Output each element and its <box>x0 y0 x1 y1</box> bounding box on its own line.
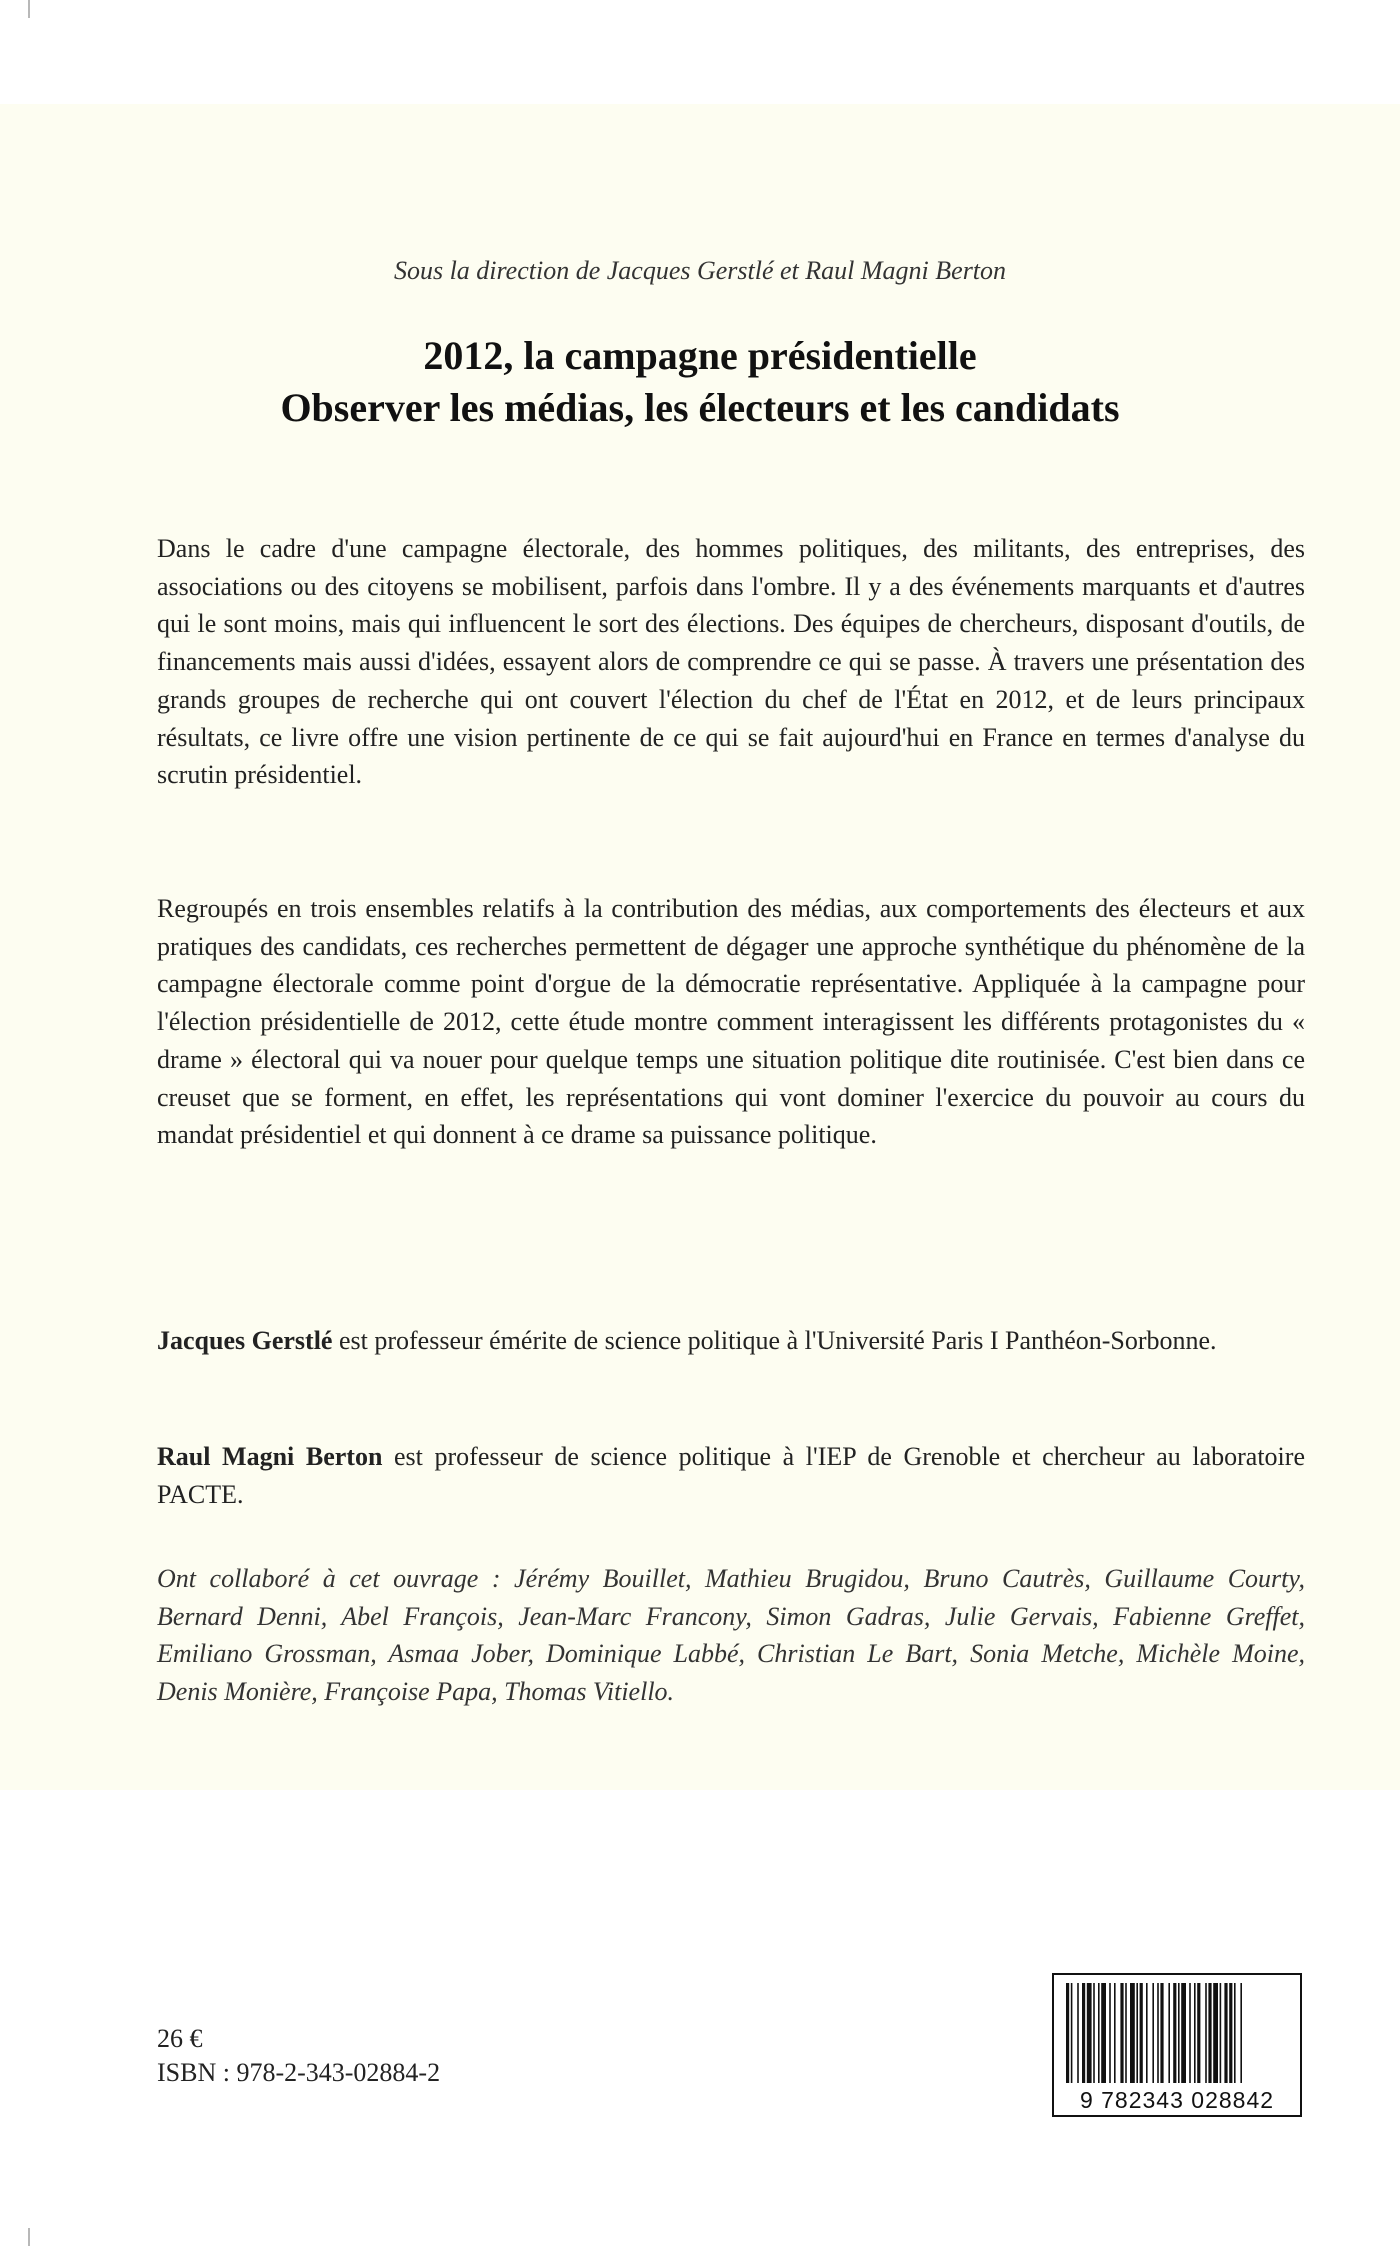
barcode-bar <box>1109 1983 1111 2083</box>
author-bio-2 <box>157 1438 1305 1513</box>
barcode-bar <box>1213 1983 1218 2083</box>
author-bio-1 <box>157 1322 1305 1360</box>
barcode-bar <box>1071 1983 1073 2083</box>
crop-mark-top <box>28 0 30 18</box>
barcode-bar <box>1240 1983 1242 2083</box>
barcode-bar <box>1066 1983 1069 2083</box>
title-line-2: Observer les médias, les électeurs et les candidats <box>280 385 1120 430</box>
barcode-bar <box>1136 1983 1138 2083</box>
barcode-bar <box>1130 1983 1135 2083</box>
author-bio-text-2: est professeur de science politique à l'IEP de Grenoble et chercheur au laboratoire PACTE. <box>157 1442 1305 1509</box>
barcode-bar <box>1125 1983 1127 2083</box>
barcode-bar <box>1152 1983 1154 2083</box>
editors-line: Sous la direction de Jacques Gerstlé et Raul Magni Berton <box>393 256 1007 285</box>
barcode-bar <box>1168 1983 1170 2083</box>
barcode-bar <box>1197 1983 1200 2083</box>
contributors-list: Ont collaboré à cet ouvrage : Jérémy Bouillet, Mathieu Brugidou, Bruno Cautrès, Guillaume Courty, Bernard Denni, Abel François, Jean-Marc Francony, Simon Gadras, Julie Gervais, Fabienne Greffet, Emiliano Grossman, Asmaa Jober, Dominique Labbé, Christian Le Bart, Sonia Metche, Michèle Moine, Denis Monière, Françoise Papa, Thomas Vitiello. <box>157 1564 1305 1707</box>
book-title <box>0 330 1400 434</box>
barcode-bar <box>1181 1983 1186 2083</box>
barcode-bar <box>1114 1983 1116 2083</box>
summary-paragraph-1: Dans le cadre d'une campagne électorale, des hommes politiques, des militants, des entreprises, des associations ou des citoyens se mobilisent, parfois dans l'ombre. Il y a des événements marquants et d'autres qui le sont moins, mais qui influencent le sort des élections. Des équipes de chercheurs, disposant d'outils, de financements mais aussi d'idées, essayent alors de comprendre ce qui se passe. À travers une présentation des grands groupes de recherche qui ont couvert l'élection du chef de l'État en 2012, et de leurs principaux résultats, ce livre offre une vision pertinente de ce qui se fait aujourd'hui en France en termes d'analyse du scrutin présidentiel. <box>157 534 1305 790</box>
author-name-1: Jacques Gerstlé <box>157 1326 333 1355</box>
barcode-bar <box>1229 1983 1232 2083</box>
barcode-bar <box>1087 1983 1092 2083</box>
barcode-bar <box>1157 1983 1159 2083</box>
barcode-bar <box>1098 1983 1100 2083</box>
barcode-bar <box>1178 1983 1180 2083</box>
barcode-bar <box>1173 1983 1176 2083</box>
barcode-bar <box>1234 1983 1236 2083</box>
barcode-digits: 9 782343 028842 <box>1054 2085 1300 2115</box>
barcode-bar <box>1189 1983 1191 2083</box>
crop-mark-bottom <box>28 2228 30 2246</box>
barcode-bar <box>1120 1983 1123 2083</box>
isbn: ISBN : 978-2-343-02884-2 <box>157 2058 441 2087</box>
barcode-bar <box>1194 1983 1196 2083</box>
author-bio-text-1: est professeur émérite de science politique à l'Université Paris I Panthéon-Sorbonne. <box>332 1326 1217 1355</box>
barcode-bar <box>1208 1983 1211 2083</box>
barcode-bar <box>1101 1983 1106 2083</box>
barcode-bar <box>1220 1983 1222 2083</box>
barcode-bars <box>1054 1975 1300 2085</box>
author-name-2: Raul Magni Berton <box>157 1442 383 1471</box>
barcode-bar <box>1082 1983 1085 2083</box>
barcode-bar <box>1093 1983 1095 2083</box>
price: 26 € <box>157 2024 203 2053</box>
barcode-bar <box>1205 1983 1207 2083</box>
barcode-bar <box>1224 1983 1227 2083</box>
barcode-bar <box>1160 1983 1163 2083</box>
barcode-bar <box>1140 1983 1143 2083</box>
summary-paragraph-2: Regroupés en trois ensembles relatifs à la contribution des médias, aux comportements des électeurs et aux pratiques des candidats, ces recherches permettent de dégager une approche synthétique du phénomène de la campagne électorale comme point d'orgue de la démocratie représentative. Appliquée à la campagne pour l'élection présidentielle de 2012, cette étude montre comment interagissent les différents protagonistes du « drame » électoral qui va nouer pour quelque temps une situation politique dite routinisée. C'est bien dans ce creuset que se forment, en effet, les représentations qui vont dominer l'exercice du pouvoir au cours du mandat présidentiel et qui donnent à ce drame sa puissance politique. <box>157 894 1305 1150</box>
title-line-1: 2012, la campagne présidentielle <box>423 333 977 378</box>
barcode-bar <box>1077 1983 1079 2083</box>
barcode-bar <box>1146 1983 1148 2083</box>
barcode <box>1052 1973 1302 2117</box>
